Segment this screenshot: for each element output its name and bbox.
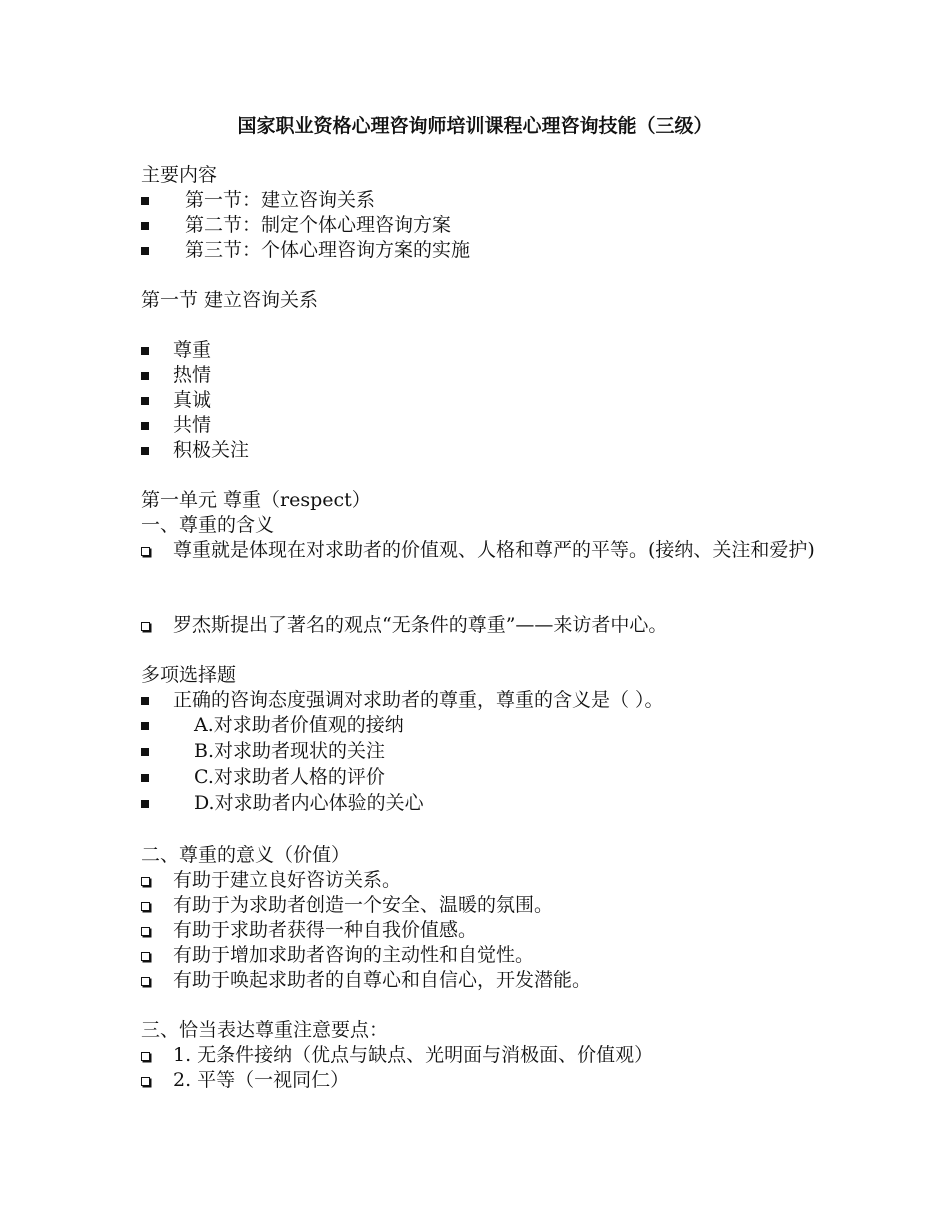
square-bullet-icon (141, 363, 149, 388)
section-item: 积极关注 (173, 439, 250, 461)
square-bullet-icon (141, 765, 149, 790)
quiz-option: D.对求助者内心体验的关心 (194, 792, 424, 814)
part-item: 有助于求助者获得一种自我价值感。 (173, 919, 478, 941)
part-item: 有助于为求助者创造一个安全、温暖的氛围。 (173, 894, 554, 916)
square-bullet-icon (141, 688, 149, 713)
checkbox-bullet-icon (141, 1068, 150, 1093)
part-item: 有助于唤起求助者的自尊心和自信心，开发潜能。 (173, 969, 592, 991)
quiz-option: B.对求助者现状的关注 (194, 740, 386, 762)
square-bullet-icon (141, 238, 149, 263)
checkbox-bullet-icon (141, 613, 150, 638)
contents-item: 第一节：建立咨询关系 (185, 189, 376, 211)
section-heading: 第一节 建立咨询关系 (141, 289, 319, 311)
section-item: 热情 (173, 364, 212, 386)
part-item: 罗杰斯提出了著名的观点“无条件的尊重”——来访者中心。 (173, 614, 668, 636)
part-heading: 一、尊重的含义 (141, 514, 275, 536)
square-bullet-icon (141, 713, 149, 738)
part-item: 尊重就是体现在对求助者的价值观、人格和尊严的平等。(接纳、关注和爱护) (173, 539, 815, 561)
part-heading: 三、恰当表达尊重注意要点： (141, 1019, 389, 1041)
contents-item: 第三节：个体心理咨询方案的实施 (185, 239, 471, 261)
part-item: 有助于建立良好咨访关系。 (173, 869, 402, 891)
section-item: 真诚 (173, 389, 212, 411)
unit-heading: 第一单元 尊重（respect） (141, 489, 371, 511)
section-item: 共情 (173, 414, 212, 436)
checkbox-bullet-icon (141, 918, 150, 943)
checkbox-bullet-icon (141, 868, 150, 893)
checkbox-bullet-icon (141, 893, 150, 918)
square-bullet-icon (141, 413, 149, 438)
checkbox-bullet-icon (141, 943, 150, 968)
quiz-option: A.对求助者价值观的接纳 (194, 714, 404, 736)
checkbox-bullet-icon (141, 968, 150, 993)
part-item: 1. 无条件接纳（优点与缺点、光明面与消极面、价值观） (173, 1044, 654, 1066)
square-bullet-icon (141, 791, 149, 816)
quiz-option: C.对求助者人格的评价 (194, 766, 385, 788)
part-heading: 二、尊重的意义（价值） (141, 844, 351, 866)
square-bullet-icon (141, 388, 149, 413)
contents-heading: 主要内容 (141, 164, 218, 186)
document-title: 国家职业资格心理咨询师培训课程心理咨询技能（三级） (237, 115, 713, 137)
quiz-question: 正确的咨询态度强调对求助者的尊重，尊重的含义是（ ）。 (173, 689, 664, 711)
checkbox-bullet-icon (141, 1043, 150, 1068)
part-item: 2. 平等（一视同仁） (173, 1069, 350, 1091)
section-item: 尊重 (173, 339, 212, 361)
square-bullet-icon (141, 338, 149, 363)
part-item: 有助于增加求助者咨询的主动性和自觉性。 (173, 944, 535, 966)
square-bullet-icon (141, 213, 149, 238)
square-bullet-icon (141, 438, 149, 463)
square-bullet-icon (141, 739, 149, 764)
square-bullet-icon (141, 188, 149, 213)
quiz-heading: 多项选择题 (141, 664, 237, 686)
contents-item: 第二节：制定个体心理咨询方案 (185, 214, 452, 236)
